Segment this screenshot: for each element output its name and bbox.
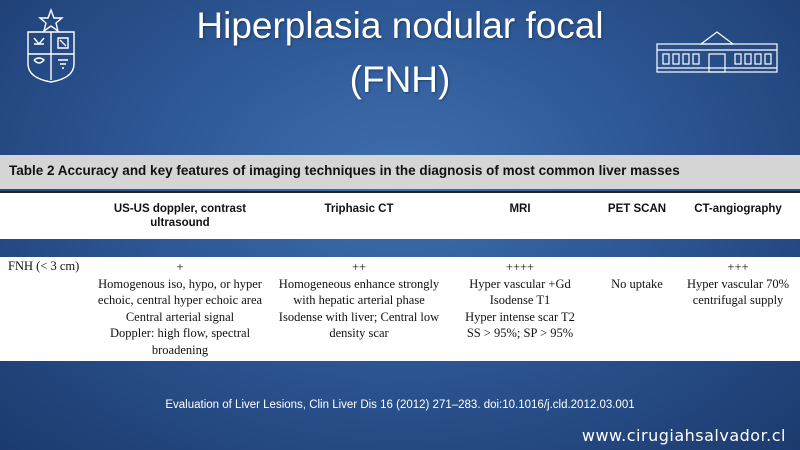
header-ct: Triphasic CT <box>324 203 394 215</box>
cell-line: Central arterial signal <box>125 309 235 324</box>
header-us: US-US doppler, contrast ultrasound <box>113 203 247 229</box>
cell-mri <box>455 259 585 342</box>
cell-line: Homogeneous enhance strongly <box>278 276 440 291</box>
cell-line: + <box>176 260 184 274</box>
website-url: www.cirugiahsalvador.cl <box>581 426 786 445</box>
cell-line: Homogenous iso, hypo, or hyper <box>98 276 262 291</box>
header-pet: PET SCAN <box>607 203 667 215</box>
citation: Evaluation of Liver Lesions, Clin Liver Dis 16 (2012) 271–283. doi:10.1016/j.cld.2012.03.001 <box>165 399 635 411</box>
cell-line: echoic, central hyper echoic area <box>97 293 263 307</box>
header-mri: MRI <box>509 203 531 215</box>
table-caption: Table 2 Accuracy and key features of imaging techniques in the diagnosis of most common liver masses <box>9 163 680 178</box>
cell-line: Isodense T1 <box>489 293 551 307</box>
cell-line: ++++ <box>505 260 535 274</box>
cell-line: No uptake <box>611 276 663 291</box>
cell-line: ++ <box>351 260 367 274</box>
cell-line: Isodense with liver; Central low <box>278 309 440 324</box>
cell-line: centrifugal supply <box>692 293 784 307</box>
cell-line: +++ <box>727 260 749 274</box>
cell-line: Doppler: high flow, spectral <box>109 326 251 340</box>
table-header-row <box>0 191 800 239</box>
slide-title-line2: (FNH) <box>349 59 451 100</box>
cell-line: broadening <box>151 342 209 357</box>
cell-us <box>92 259 268 358</box>
table-row <box>0 257 800 361</box>
cell-line: Hyper vascular +Gd <box>469 276 571 291</box>
header-cta: CT-angiography <box>694 203 782 215</box>
row-label: FNH (< 3 cm) <box>8 259 80 273</box>
cell-pet <box>592 276 682 293</box>
table-caption-bar <box>0 155 800 189</box>
cell-line: with hepatic arterial phase <box>293 293 425 307</box>
cell-cta <box>682 259 794 309</box>
cell-ct <box>270 259 448 342</box>
slide-title-line1: Hiperplasia nodular focal <box>196 5 604 46</box>
cell-line: Hyper vascular 70% <box>686 276 790 291</box>
cell-line: density scar <box>329 326 389 340</box>
cell-line: SS > 95%; SP > 95% <box>466 326 574 340</box>
cell-line: Hyper intense scar T2 <box>465 309 575 324</box>
